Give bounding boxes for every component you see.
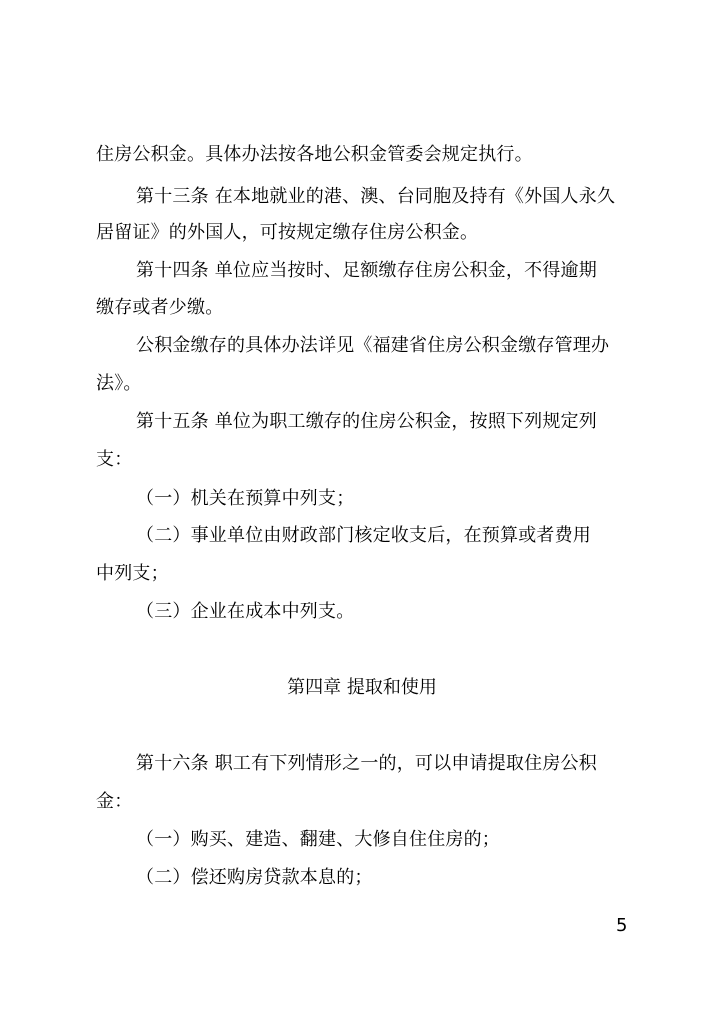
list-item: （二）偿还购房贷款本息的； bbox=[136, 867, 373, 888]
article-16-line: 第十六条 职工有下列情形之一的，可以申请提取住房公积 bbox=[136, 753, 597, 774]
paragraph-line: 居留证》的外国人，可按规定缴存住房公积金。 bbox=[96, 222, 479, 243]
paragraph-line: 缴存或者少缴。 bbox=[96, 297, 224, 318]
article-13-line: 第十三条 在本地就业的港、澳、台同胞及持有《外国人永久 bbox=[136, 186, 616, 207]
article-14-line: 第十四条 单位应当按时、足额缴存住房公积金，不得逾期 bbox=[136, 260, 597, 281]
list-item: （一）购买、建造、翻建、大修自住住房的； bbox=[136, 829, 500, 850]
paragraph-line: 住房公积金。具体办法按各地公积金管委会规定执行。 bbox=[96, 144, 533, 165]
paragraph-line: 金： bbox=[96, 791, 133, 812]
article-15-line: 第十五条 单位为职工缴存的住房公积金，按照下列规定列 bbox=[136, 411, 597, 432]
paragraph-line: 公积金缴存的具体办法详见《福建省住房公积金缴存管理办 bbox=[136, 335, 610, 356]
list-item: （三）企业在成本中列支。 bbox=[136, 601, 355, 622]
list-item: （一）机关在预算中列支； bbox=[136, 488, 355, 509]
chapter-heading: 第四章 提取和使用 bbox=[287, 677, 437, 698]
list-item: （二）事业单位由财政部门核定收支后，在预算或者费用 bbox=[136, 525, 591, 546]
paragraph-line: 支： bbox=[96, 449, 133, 470]
paragraph-line: 中列支； bbox=[96, 563, 169, 584]
paragraph-line: 法》。 bbox=[96, 373, 142, 394]
page-number: 5 bbox=[616, 915, 628, 936]
